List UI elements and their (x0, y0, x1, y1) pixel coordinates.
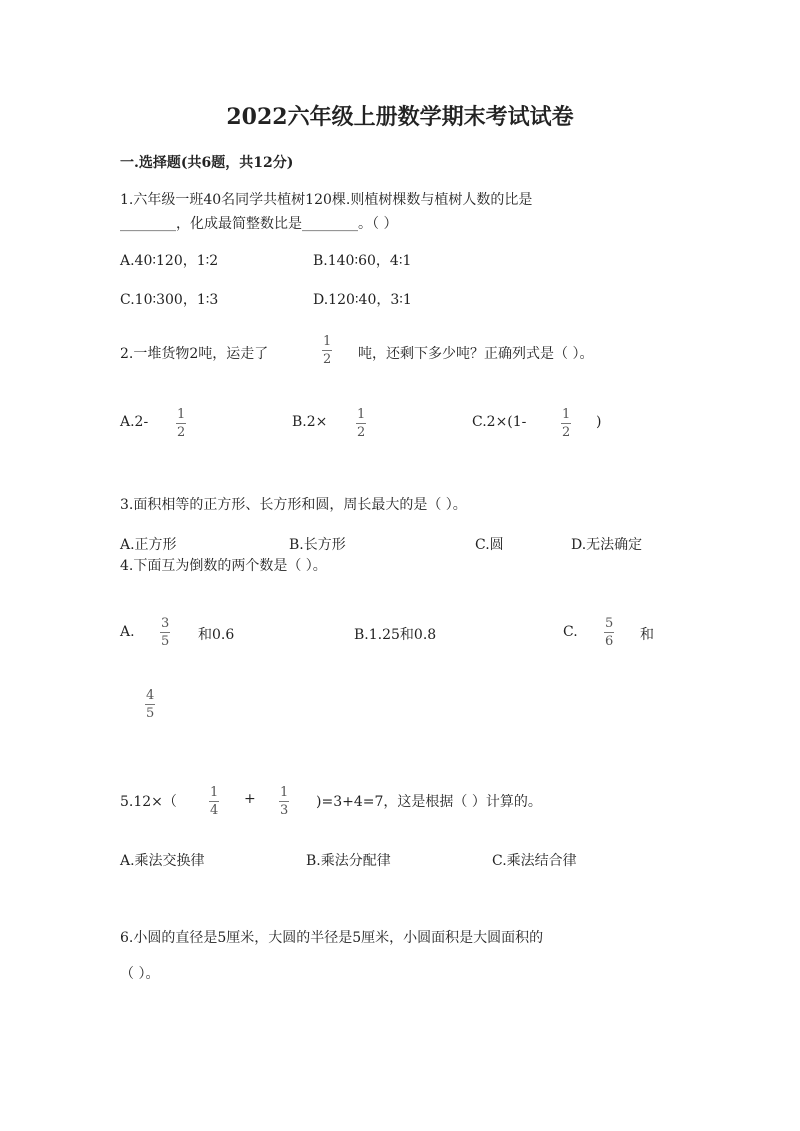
page-title: 2022六年级上册数学期末考试试卷 (226, 104, 574, 130)
q4-option-c: C. (563, 624, 578, 640)
fraction-denominator: 3 (280, 803, 289, 818)
q4-option-a: A. (120, 624, 135, 640)
q5-fraction-2 (279, 786, 289, 817)
q3-option-b: B.长方形 (289, 537, 346, 553)
fraction-numerator: 1 (357, 407, 366, 422)
q5-plus: + (244, 791, 256, 807)
q5-stem-post: )=3+4=7，这是根据（ ）计算的。 (316, 794, 542, 810)
fraction-numerator: 4 (146, 688, 155, 703)
section-heading: 一.选择题(共6题，共12分) (120, 155, 294, 171)
fraction-numerator: 3 (161, 616, 170, 631)
q2-option-a: A.2- (120, 414, 149, 430)
q3-option-d: D.无法确定 (571, 537, 643, 553)
fraction-numerator: 1 (280, 785, 289, 800)
fraction-denominator: 4 (210, 803, 219, 818)
fraction-denominator: 2 (357, 425, 366, 440)
fraction-numerator: 1 (177, 407, 186, 422)
q5-fraction-1 (209, 786, 219, 817)
q6-stem-line1: 6.小圆的直径是5厘米，大圆的半径是5厘米，小圆面积是大圆面积的 (120, 930, 544, 946)
q2-option-b: B.2× (292, 414, 328, 430)
q5-stem-pre: 5.12×（ (120, 794, 177, 810)
q4-option-c-fraction (604, 617, 614, 648)
fraction-denominator: 6 (605, 634, 614, 649)
q6-stem-line2: （ ）。 (120, 966, 160, 982)
fraction-denominator: 2 (177, 425, 186, 440)
q2-option-c-close: ) (596, 414, 602, 430)
q2-option-c: C.2×(1- (472, 414, 527, 430)
q4-option-c-second-fraction (145, 689, 155, 720)
q4-option-a-rest: 和0.6 (198, 627, 235, 643)
fraction-numerator: 1 (323, 334, 332, 349)
q1-option-d: D.120∶40，3∶1 (313, 292, 412, 308)
q4-option-b: B.1.25和0.8 (354, 627, 437, 643)
q1-option-c: C.10∶300，1∶3 (120, 292, 219, 308)
q3-option-c: C.圆 (475, 537, 504, 553)
q1-stem-line2: ________，化成最简整数比是________。（ ） (120, 216, 398, 232)
q2-stem-pre: 2.一堆货物2吨，运走了 (120, 346, 269, 362)
fraction-denominator: 5 (146, 706, 155, 721)
fraction-denominator: 5 (161, 634, 170, 649)
q3-option-a: A.正方形 (120, 537, 177, 553)
q5-option-b: B.乘法分配律 (306, 853, 391, 869)
q4-option-a-fraction (160, 617, 170, 648)
q3-stem: 3.面积相等的正方形、长方形和圆，周长最大的是（ ）。 (120, 497, 467, 513)
q5-option-c: C.乘法结合律 (492, 853, 577, 869)
fraction-numerator: 1 (210, 785, 219, 800)
q2-option-a-fraction (176, 408, 186, 439)
q4-option-c-rest: 和 (640, 627, 654, 643)
fraction-numerator: 1 (562, 407, 571, 422)
q2-stem-post: 吨，还剩下多少吨？正确列式是（ ）。 (358, 346, 594, 362)
fraction-denominator: 2 (562, 425, 571, 440)
q2-stem-fraction (322, 335, 332, 366)
q5-option-a: A.乘法交换律 (120, 853, 205, 869)
fraction-numerator: 5 (605, 616, 614, 631)
q4-stem: 4.下面互为倒数的两个数是（ ）。 (120, 558, 327, 574)
q1-stem-line1: 1.六年级一班40名同学共植树120棵.则植树棵数与植树人数的比是 (120, 192, 533, 208)
q2-option-c-fraction (561, 408, 571, 439)
q1-option-a: A.40∶120，1∶2 (120, 253, 219, 269)
q2-option-b-fraction (356, 408, 366, 439)
fraction-denominator: 2 (323, 352, 332, 367)
q1-option-b: B.140∶60，4∶1 (313, 253, 412, 269)
